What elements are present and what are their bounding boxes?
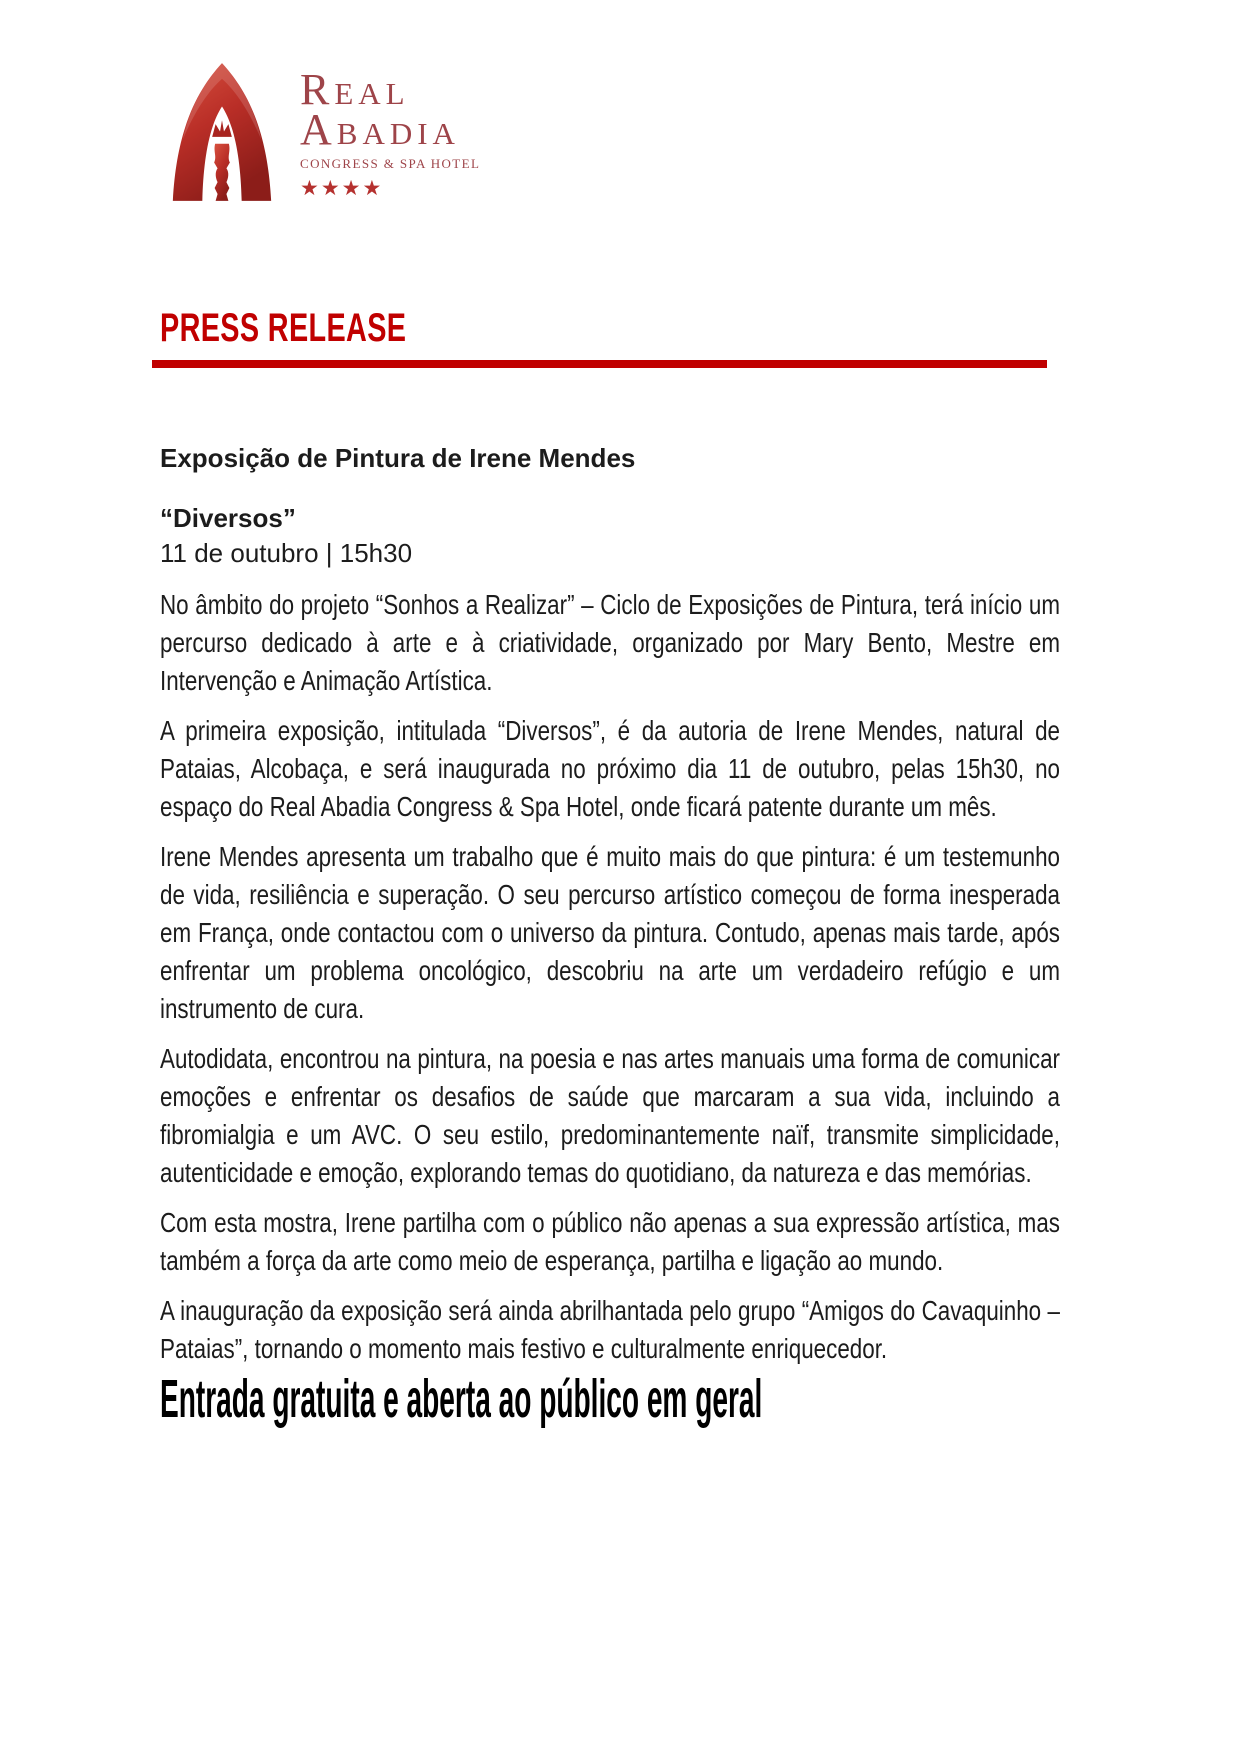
hotel-name	[300, 65, 480, 154]
article-content	[160, 443, 1060, 1429]
tower-shape	[214, 144, 230, 201]
article-title: Exposição de Pintura de Irene Mendes	[160, 443, 636, 473]
paragraph-3: Irene Mendes apresenta um trabalho que é muito mais do que pintura: é um testemunho de vida, resiliência e superação. O seu percurso artístico começou de forma inesperada em França, onde contactou com o universo da pintura. Contudo, apenas mais tarde, após enfrentar um problema oncológico, descobriu na arte um verdadeiro refúgio e um instrumento de cura.	[160, 841, 1060, 1024]
paragraph-5: Com esta mostra, Irene partilha com o público não apenas a sua expressão artística, mas também a força da arte como meio de esperança, partilha e ligação ao mundo.	[160, 1207, 1060, 1276]
divider-rule	[152, 360, 1047, 368]
closing-statement: Entrada gratuita e aberta ao público em geral	[160, 1369, 763, 1429]
hotel-logo-text	[300, 65, 481, 200]
article-subtitle: “Diversos”	[160, 503, 296, 533]
four-star-rating: ★★★★	[300, 176, 384, 200]
paragraph-6: A inauguração da exposição será ainda abrilhantada pelo grupo “Amigos do Cavaquinho – Pataias”, tornando o momento mais festivo e culturalmente enriquecedor.	[160, 1295, 1060, 1364]
hotel-subtitle: CONGRESS & SPA HOTEL	[300, 156, 481, 171]
crown-icon	[212, 120, 232, 137]
paragraph-2: A primeira exposição, intitulada “Diversos”, é da autoria de Irene Mendes, natural de Pataias, Alcobaça, e será inaugurada no próximo dia 11 de outubro, pelas 15h30, no espaço do Real Abadia Congress & Spa Hotel, onde ficará patente durante um mês.	[160, 715, 1060, 822]
press-release-title: PRESS RELEASE	[160, 306, 407, 350]
hotel-name-line1: Real	[300, 65, 410, 114]
paragraph-1: No âmbito do projeto “Sonhos a Realizar” – Ciclo de Exposições de Pintura, terá início um percurso dedicado à arte e à criatividade, organizado por Mary Bento, Mestre em Intervenção e Animação Artística.	[160, 589, 1060, 696]
hotel-name-line2: Abadia	[300, 105, 460, 154]
hotel-logo-mark-icon	[163, 60, 281, 205]
paragraph-4: Autodidata, encontrou na pintura, na poesia e nas artes manuais uma forma de comunicar emoções e enfrentar os desafios de saúde que marcaram a sua vida, incluindo a fibromialgia e um AVC. O seu estilo, predominantemente naïf, transmite simplicidade, autenticidade e emoção, explorando temas do quotidiano, da natureza e das memórias.	[160, 1043, 1060, 1188]
article-datetime: 11 de outubro | 15h30	[160, 538, 413, 568]
